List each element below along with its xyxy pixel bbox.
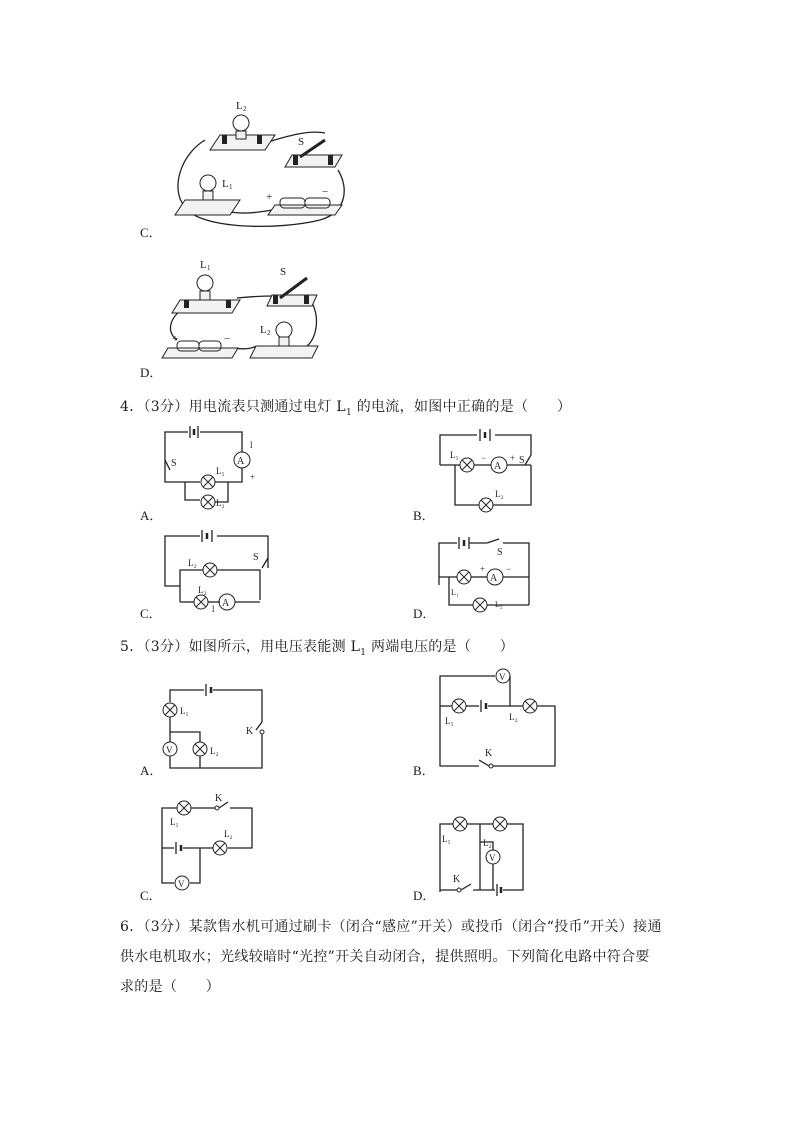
svg-text:1: 1: [229, 183, 233, 191]
svg-text:L₁: L₁: [450, 450, 459, 460]
q4-option-b-label: B．: [413, 508, 435, 523]
svg-text:V: V: [178, 879, 185, 889]
svg-text:S: S: [298, 136, 305, 148]
svg-text:L₁: L₁: [442, 834, 451, 844]
svg-text:2: 2: [243, 105, 247, 113]
q4-option-d-figure: [437, 535, 537, 617]
svg-text:K: K: [215, 793, 223, 804]
q3-option-d-figure: [162, 258, 322, 363]
svg-text:−: −: [506, 564, 512, 574]
bulb-l1-icon: [200, 175, 216, 191]
bulb-l2-icon: [233, 115, 249, 131]
svg-text:L₂: L₂: [188, 558, 197, 568]
svg-text:l: l: [250, 440, 253, 450]
wire: [237, 296, 274, 298]
svg-text:1: 1: [207, 264, 211, 272]
question-6-line-2: 供水电机取水；光线较暗时“光控”开关自动闭合，提供照明。下列简化电路中符合要: [120, 949, 650, 965]
svg-text:K: K: [246, 726, 254, 737]
q5-option-c-label: C．: [140, 888, 162, 903]
svg-text:L₁: L₁: [180, 706, 189, 716]
svg-text:−: −: [224, 333, 231, 345]
svg-text:L₂: L₂: [509, 712, 518, 722]
svg-text:A: A: [237, 456, 245, 467]
svg-text:L₂: L₂: [483, 838, 492, 848]
option-d-label: D．: [140, 365, 163, 380]
svg-text:l: l: [212, 604, 215, 614]
svg-text:L₂: L₂: [198, 585, 207, 595]
svg-text:S: S: [253, 552, 259, 563]
svg-text:K: K: [453, 874, 461, 885]
question-4-stem: 4．（3分）用电流表只测通过电灯 $L_1$ 的电流，如图中正确的是（ ）: [120, 399, 572, 418]
svg-text:V: V: [166, 745, 173, 755]
q4-option-a-figure: [160, 420, 270, 520]
q3-option-c-figure: [160, 95, 360, 235]
svg-text:L₂: L₂: [216, 498, 225, 508]
svg-text:S: S: [497, 547, 503, 558]
question-5-stem: 5．（3分）如图所示，用电压表能测 $L_1$ 两端电压的是（ ）: [120, 639, 515, 658]
bulb-l2-icon: [276, 322, 292, 338]
q5-option-d-label: D．: [413, 888, 436, 903]
svg-text:L₂: L₂: [495, 600, 503, 609]
svg-text:L₁: L₁: [445, 716, 454, 726]
svg-text:L₁: L₁: [451, 588, 459, 597]
q5-option-d-figure: [435, 812, 535, 902]
q5-option-b-figure: [435, 662, 560, 770]
option-c-label: C．: [140, 225, 162, 240]
svg-text:S: S: [519, 455, 525, 466]
svg-text:V: V: [499, 672, 506, 682]
switch-icon: [256, 722, 262, 730]
svg-text:L: L: [236, 100, 243, 112]
svg-text:L₂: L₂: [210, 746, 219, 756]
board-l1: [175, 200, 240, 215]
q4-option-b-figure: [435, 425, 545, 520]
svg-text:−: −: [322, 186, 329, 198]
svg-text:+: +: [480, 564, 486, 574]
switch-icon: [479, 760, 489, 766]
svg-text:+: +: [266, 191, 273, 203]
svg-text:L₁: L₁: [216, 466, 225, 476]
q5-option-b-label: B．: [413, 763, 435, 778]
svg-text:+: +: [510, 453, 516, 463]
svg-text:+: +: [250, 472, 256, 482]
svg-text:V: V: [489, 853, 496, 863]
svg-text:A: A: [490, 573, 498, 584]
switch-icon: [262, 558, 268, 568]
svg-text:K: K: [485, 748, 493, 759]
svg-text:S: S: [280, 266, 287, 278]
svg-text:A: A: [222, 598, 230, 609]
svg-text:−: −: [481, 453, 487, 463]
svg-text:L₂: L₂: [495, 489, 504, 499]
q4-option-d-label: D．: [413, 606, 436, 621]
q5-option-a-figure: [160, 682, 270, 774]
q4-option-a-label: A．: [140, 508, 163, 523]
switch-icon: [165, 460, 170, 470]
board-l2: [250, 346, 318, 358]
q5-option-a-label: A．: [140, 763, 163, 778]
bulb-l1-icon: [197, 275, 213, 291]
switch-icon: [525, 455, 531, 465]
wire: [265, 132, 325, 143]
svg-text:L: L: [200, 259, 207, 271]
svg-text:2: 2: [267, 329, 271, 337]
switch-icon: [461, 884, 471, 890]
svg-text:L₁: L₁: [170, 817, 179, 827]
svg-text:L: L: [260, 324, 267, 336]
svg-text:L₂: L₂: [224, 829, 233, 839]
svg-text:A: A: [494, 461, 502, 472]
svg-text:S: S: [171, 458, 177, 469]
q5-option-c-figure: [160, 793, 260, 901]
svg-text:L: L: [222, 178, 229, 190]
question-6-line-1: 6．（3分）某款售水机可通过刷卡（闭合“感应”开关）或投币（闭合“投币”开关）接通: [120, 919, 662, 935]
board-battery: [268, 205, 342, 215]
q4-option-c-label: C．: [140, 606, 162, 621]
question-6-line-3: 求的是（ ）: [120, 979, 221, 995]
switch-icon: [487, 539, 499, 543]
svg-text:+: +: [172, 333, 179, 345]
q4-option-c-figure: [160, 528, 275, 616]
